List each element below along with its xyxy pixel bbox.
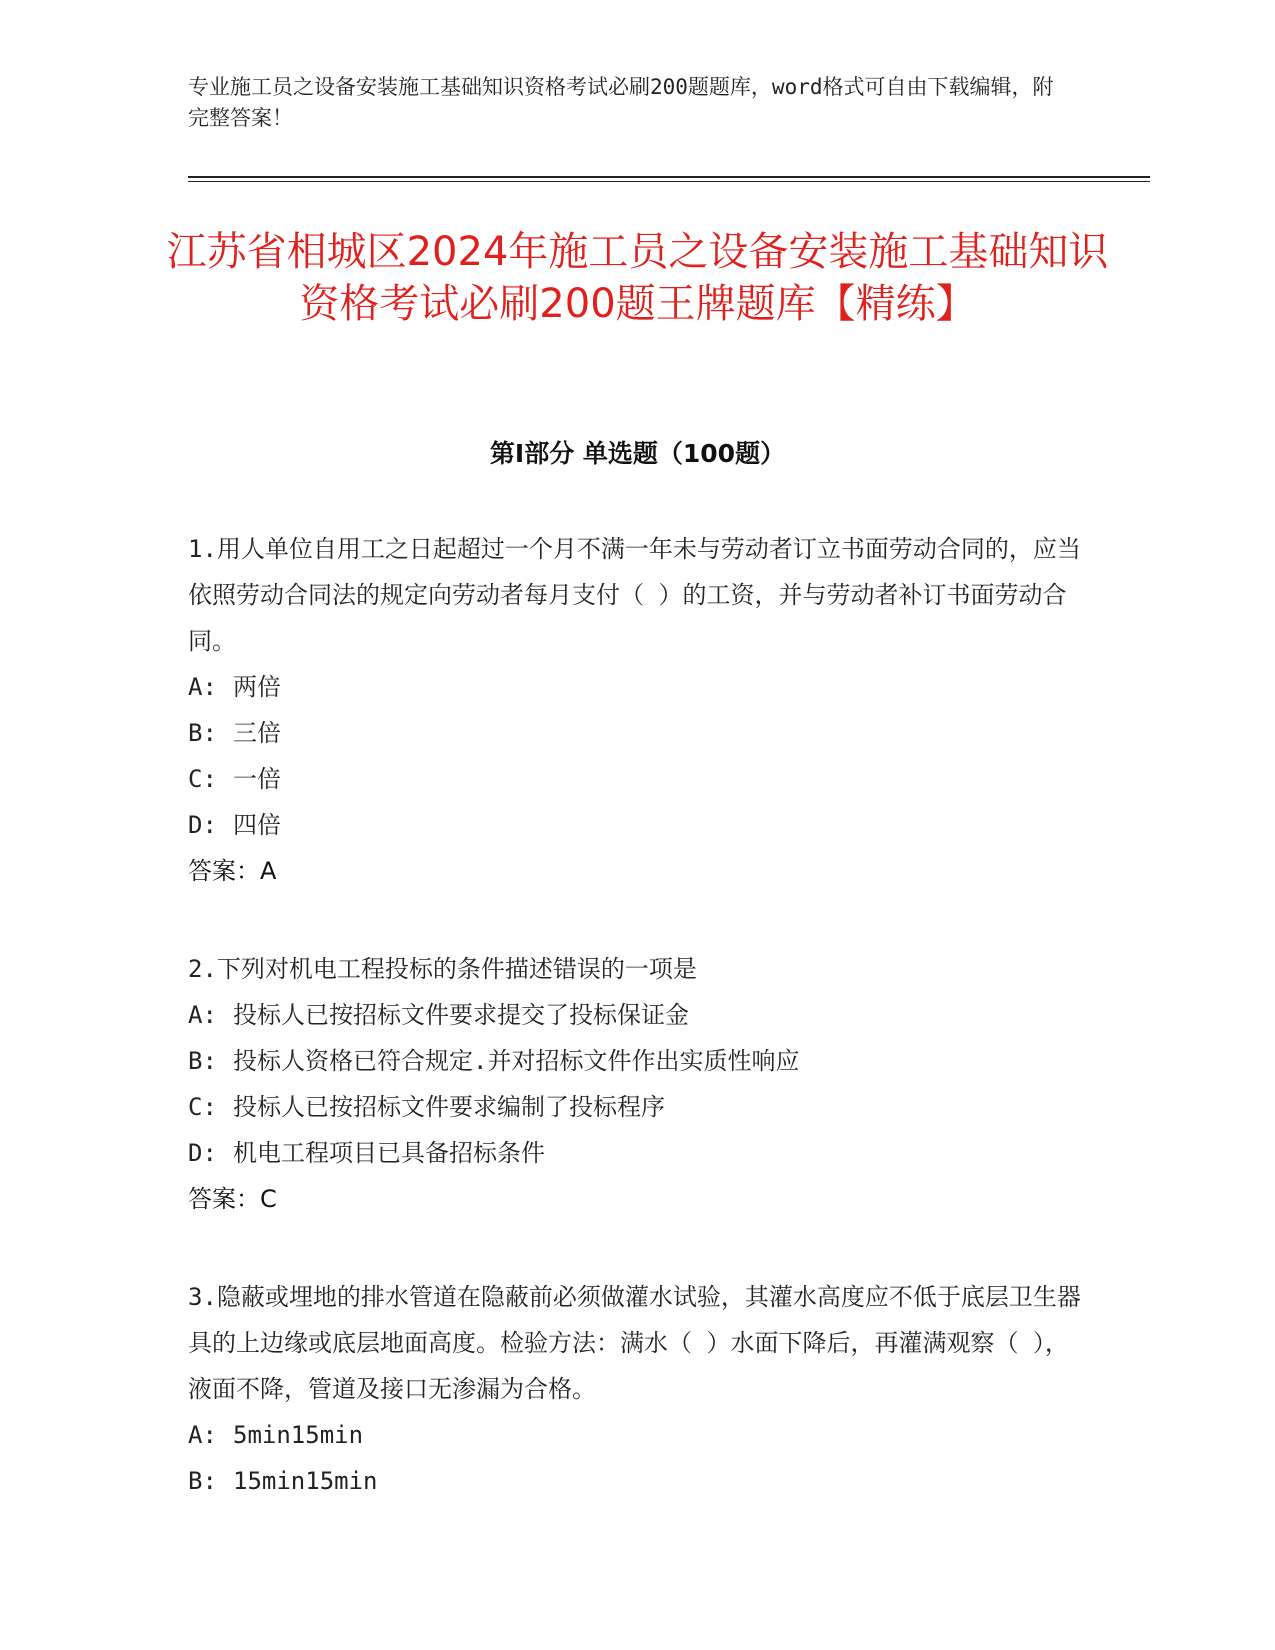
option-d (188, 1130, 1088, 1176)
option-text: 一倍 (233, 765, 281, 793)
option-b (188, 1038, 1088, 1084)
option-text: 四倍 (233, 811, 281, 839)
option-text: 三倍 (233, 719, 281, 747)
question-stem: 2.下列对机电工程投标的条件描述错误的一项是 (188, 955, 697, 983)
option-text: 机电工程项目已具备招标条件 (233, 1139, 545, 1167)
option-key: C: (188, 765, 217, 793)
question-1 (188, 526, 1088, 894)
option-key: B: (188, 719, 217, 747)
option-a (188, 1412, 1088, 1458)
option-text: 两倍 (233, 673, 281, 701)
option-text: 15min15min (233, 1467, 378, 1495)
section-heading: 第Ⅰ部分 单选题（100题） (489, 439, 786, 468)
answer-line: 答案：A (188, 857, 277, 885)
option-b (188, 710, 1088, 756)
option-key: B: (188, 1047, 217, 1075)
option-key: D: (188, 811, 217, 839)
option-key: A: (188, 673, 217, 701)
answer-line: 答案：C (188, 1185, 277, 1213)
option-key: A: (188, 1001, 217, 1029)
option-c (188, 756, 1088, 802)
option-text: 投标人已按招标文件要求编制了投标程序 (233, 1093, 665, 1121)
option-text: 5min15min (233, 1421, 364, 1449)
option-key: C: (188, 1093, 217, 1121)
question-2 (188, 946, 1088, 1222)
option-a (188, 992, 1088, 1038)
question-stem: 1.用人单位自用工之日起超过一个月不满一年未与劳动者订立书面劳动合同的，应当依照劳动合同法的规定向劳动者每月支付（ ）的工资，并与劳动者补订书面劳动合同。 (188, 535, 1081, 655)
question-stem: 3.隐蔽或埋地的排水管道在隐蔽前必须做灌水试验，其灌水高度应不低于底层卫生器具的上边缘或底层地面高度。检验方法：满水（ ）水面下降后，再灌满观察（ ），液面不降，管道及接口无渗漏为合格。 (188, 1283, 1081, 1403)
option-d (188, 802, 1088, 848)
option-text: 投标人已按招标文件要求提交了投标保证金 (233, 1001, 689, 1029)
option-text: 投标人资格已符合规定.并对招标文件作出实质性响应 (233, 1047, 800, 1075)
option-b (188, 1458, 1088, 1504)
option-key: B: (188, 1467, 217, 1495)
header-note: 专业施工员之设备安装施工基础知识资格考试必刷200题题库，word格式可自由下载编辑，附完整答案！ (188, 75, 1054, 130)
option-c (188, 1084, 1088, 1130)
header-rule-thin (188, 181, 1150, 182)
option-key: A: (188, 1421, 217, 1449)
option-a (188, 664, 1088, 710)
question-3 (188, 1274, 1088, 1504)
question-list (188, 526, 1088, 1556)
header-rule-thick (188, 176, 1150, 178)
option-key: D: (188, 1139, 217, 1167)
document-title: 江苏省相城区2024年施工员之设备安装施工基础知识资格考试必刷200题王牌题库【精练】 (166, 229, 1109, 327)
